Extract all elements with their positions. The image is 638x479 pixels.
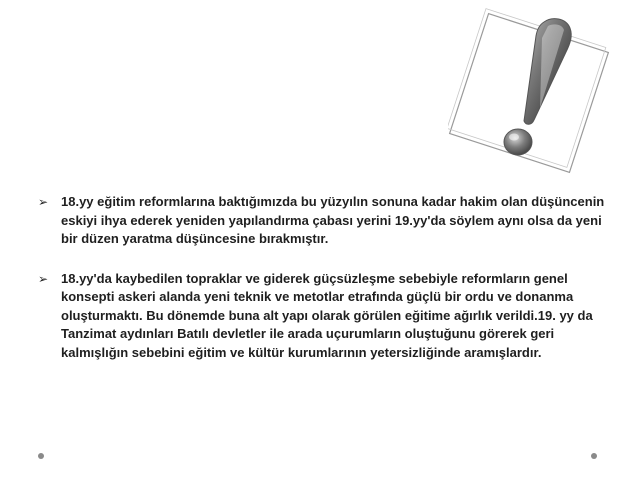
decor-dot-right	[591, 453, 597, 459]
decor-dot-left	[38, 453, 44, 459]
bullet-text: 18.yy eğitim reformlarına baktığımızda bu yüzyılın sonuna kadar hakim olan düşüncenin eskiyi ihya ederek yeniden yapılandırma çabası yerini 19.yy'da söylem aynı olsa da yeni bir düzen yaratma düşüncesine bırakmıştır.	[61, 194, 605, 246]
list-item	[38, 193, 613, 249]
bullet-text: 18.yy'da kaybedilen topraklar ve giderek güçsüzleşme sebebiyle reformların genel konsepti askeri alanda yeni teknik ve metotlar etrafında güçlü bir ordu ve donanma oluşturmaktı. Bu dönemde buna alt yapı olarak görülen eğitime ağırlık verildi.19. yy da Tanzimat aydınları Batılı devletler ile arada uçurumların oluştuğunu görerek geri kalmışlığın sebebini eğitim ve kültür kurumlarının yetersizliğinde aramışlardır.	[61, 270, 593, 360]
arrow-bullet-icon: ➢	[38, 271, 49, 286]
arrow-bullet-icon: ➢	[38, 195, 49, 209]
list-item	[38, 270, 613, 363]
bullet-list	[38, 193, 613, 383]
exclamation-icon	[448, 8, 610, 178]
exclamation-dot	[504, 129, 532, 155]
